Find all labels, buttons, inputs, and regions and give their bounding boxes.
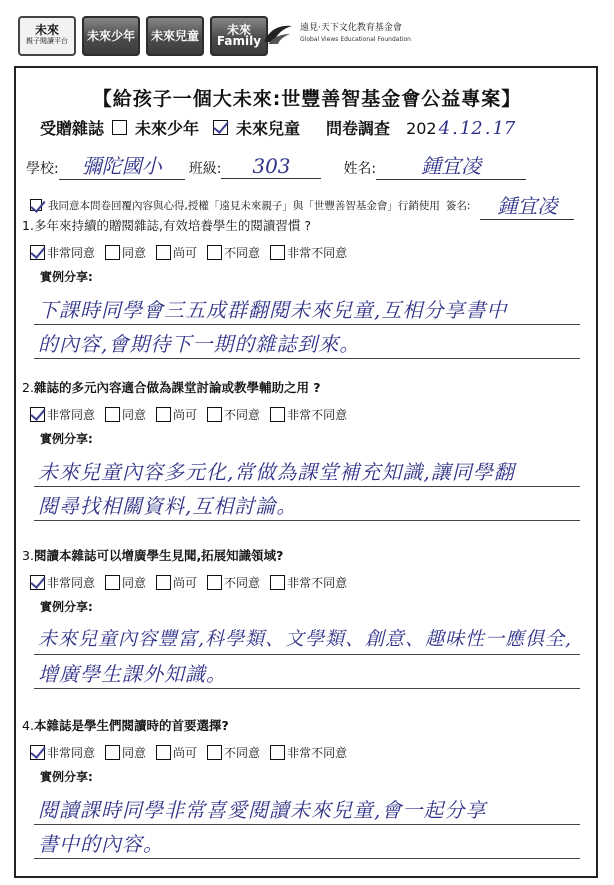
survey-date-sep2: . xyxy=(484,118,491,139)
option-label: 尚可 xyxy=(173,746,198,760)
answer-rule xyxy=(34,858,580,859)
option-checkbox[interactable] xyxy=(105,407,120,422)
signature-label: 簽名: xyxy=(445,199,471,212)
option-checkbox[interactable] xyxy=(207,407,222,422)
foundation-english: Global Views Educational Foundation xyxy=(300,36,411,43)
option-checkbox[interactable] xyxy=(30,745,45,760)
option-item[interactable] xyxy=(156,244,197,261)
answer-line: 未來兒童內容豐富,科學類、文學類、創意、趣味性一應俱全, xyxy=(38,628,573,650)
option-label: 非常不同意 xyxy=(287,746,348,760)
option-item[interactable] xyxy=(207,744,260,761)
survey-day: 17 xyxy=(492,118,516,139)
option-label: 不同意 xyxy=(224,408,261,422)
option-checkbox[interactable] xyxy=(270,745,285,760)
option-item[interactable] xyxy=(105,574,146,591)
option-item[interactable] xyxy=(270,244,347,261)
question-text: 閱讀本雜誌可以增廣學生見聞,拓展知識領域? xyxy=(33,548,284,563)
question-1 xyxy=(22,216,311,234)
option-checkbox[interactable] xyxy=(270,575,285,590)
option-item[interactable] xyxy=(30,406,95,423)
foundation-mark-icon xyxy=(262,20,294,48)
option-checkbox[interactable] xyxy=(105,245,120,260)
answer-rule xyxy=(34,324,580,325)
answer-line: 增廣學生課外知識。 xyxy=(38,662,227,686)
option-item[interactable] xyxy=(105,406,146,423)
question-text: 雜誌的多元內容適合做為課堂討論或教學輔助之用 ? xyxy=(33,380,321,395)
logo-weilai-text: 未來 xyxy=(34,23,59,37)
option-checkbox[interactable] xyxy=(270,245,285,260)
magazine-row xyxy=(40,116,515,139)
question-3 xyxy=(22,546,283,564)
survey-date-sep1: . xyxy=(452,118,458,139)
example-label: 實例分享: xyxy=(40,432,93,446)
option-label: 不同意 xyxy=(224,576,261,590)
answer-rule xyxy=(34,688,580,689)
foundation-name: 遠見·天下文化教育基金會 xyxy=(300,23,402,33)
answer-line: 的內容,會期待下一期的雜誌到來。 xyxy=(38,332,361,356)
option-item[interactable] xyxy=(156,406,197,423)
option-item[interactable] xyxy=(207,406,260,423)
logo-future-kids-text: 未來兒童 xyxy=(150,28,199,43)
example-label: 實例分享: xyxy=(40,770,93,784)
option-label: 非常同意 xyxy=(47,576,96,590)
logo-future-teen xyxy=(82,16,140,56)
option-item[interactable] xyxy=(30,574,95,591)
option-item[interactable] xyxy=(156,574,197,591)
consent-text: 我同意本問卷回覆內容與心得,授權「遠見未來親子」與「世豐善智基金會」行銷使用 xyxy=(48,199,440,212)
option-checkbox[interactable] xyxy=(207,575,222,590)
name-label: 姓名: xyxy=(343,161,377,177)
option-label: 非常不同意 xyxy=(287,408,348,422)
answer-line: 未來兒童內容多元化,常做為課堂補充知識,讓同學翻 xyxy=(38,460,515,484)
logo-future-teen-text: 未來少年 xyxy=(86,28,135,43)
option-item[interactable] xyxy=(156,744,197,761)
logo-weilai-sub: 親子閱讀平台 xyxy=(26,37,68,45)
consent-checkbox[interactable] xyxy=(30,199,42,211)
option-item[interactable] xyxy=(105,244,146,261)
option-checkbox[interactable] xyxy=(30,575,45,590)
answer-rule xyxy=(34,654,580,655)
option-item[interactable] xyxy=(30,744,95,761)
option-checkbox[interactable] xyxy=(207,245,222,260)
option-item[interactable] xyxy=(270,574,347,591)
question-text: 多年來持續的贈閱雜誌,有效培養學生的閱讀習慣 ? xyxy=(33,218,312,233)
answer-rule xyxy=(34,824,580,825)
answer-line: 書中的內容。 xyxy=(38,832,164,856)
info-row xyxy=(26,150,526,180)
option-row xyxy=(30,406,353,423)
page-title: 【給孩子一個大未來:世豐善智基金會公益專案】 xyxy=(92,88,522,110)
option-checkbox[interactable] xyxy=(156,575,171,590)
magazine-label: 受贈雜誌 xyxy=(40,119,105,138)
option-label: 不同意 xyxy=(224,246,261,260)
option-checkbox[interactable] xyxy=(30,245,45,260)
magazine-option-future-teen: 未來少年 xyxy=(135,119,200,138)
option-checkbox[interactable] xyxy=(105,575,120,590)
option-item[interactable] xyxy=(270,744,347,761)
option-checkbox[interactable] xyxy=(30,407,45,422)
survey-year-hand: 4 xyxy=(438,118,451,139)
option-label: 同意 xyxy=(122,576,147,590)
option-checkbox[interactable] xyxy=(156,407,171,422)
signature-field[interactable]: 鍾宜凌 xyxy=(480,190,574,220)
logo-future-family xyxy=(210,16,268,56)
logo-future-family-text: 未來Family xyxy=(216,23,262,48)
option-item[interactable] xyxy=(207,244,260,261)
question-2 xyxy=(22,378,321,396)
class-field[interactable]: 303 xyxy=(221,154,321,179)
option-label: 非常同意 xyxy=(47,746,96,760)
example-label: 實例分享: xyxy=(40,270,93,284)
option-checkbox[interactable] xyxy=(270,407,285,422)
option-item[interactable] xyxy=(207,574,260,591)
option-label: 非常同意 xyxy=(47,246,96,260)
survey-year-prefix: 202 xyxy=(406,119,437,138)
option-row xyxy=(30,574,353,591)
name-field[interactable]: 鍾宜凌 xyxy=(376,150,526,180)
question-text: 本雜誌是學生們閱讀時的首要選擇? xyxy=(33,718,229,733)
option-label: 尚可 xyxy=(173,408,198,422)
survey-month: 12 xyxy=(459,118,483,139)
class-label: 班級: xyxy=(188,161,222,177)
option-checkbox[interactable] xyxy=(105,745,120,760)
magazine-checkbox-future-teen[interactable] xyxy=(112,120,127,135)
foundation-logo xyxy=(262,20,411,48)
option-label: 同意 xyxy=(122,246,147,260)
option-label: 不同意 xyxy=(224,746,261,760)
survey-date xyxy=(326,116,515,139)
option-label: 尚可 xyxy=(173,246,198,260)
question-number: 2. xyxy=(22,380,34,395)
option-label: 同意 xyxy=(122,408,147,422)
option-row xyxy=(30,744,353,761)
option-label: 非常不同意 xyxy=(287,246,348,260)
magazine-option-future-kids: 未來兒童 xyxy=(236,119,301,138)
question-number: 1. xyxy=(22,218,34,233)
option-checkbox[interactable] xyxy=(156,245,171,260)
answer-line: 下課時同學會三五成群翻閱未來兒童,互相分享書中 xyxy=(38,298,508,322)
option-checkbox[interactable] xyxy=(207,745,222,760)
option-label: 非常同意 xyxy=(47,408,96,422)
option-label: 尚可 xyxy=(173,576,198,590)
option-label: 非常不同意 xyxy=(287,576,348,590)
option-row xyxy=(30,244,353,261)
option-item[interactable] xyxy=(30,244,95,261)
answer-rule xyxy=(34,358,580,359)
answer-line: 閱尋找相關資料,互相討論。 xyxy=(38,494,298,518)
option-item[interactable] xyxy=(270,406,347,423)
option-checkbox[interactable] xyxy=(156,745,171,760)
answer-rule xyxy=(34,486,580,487)
question-4 xyxy=(22,716,229,734)
option-item[interactable] xyxy=(105,744,146,761)
example-label: 實例分享: xyxy=(40,600,93,614)
logo-weilai xyxy=(18,16,76,56)
logo-strip xyxy=(18,16,268,60)
school-label: 學校: xyxy=(26,161,59,177)
magazine-checkbox-future-kids[interactable] xyxy=(213,120,228,135)
question-number: 3. xyxy=(22,548,34,563)
option-label: 同意 xyxy=(122,746,147,760)
survey-label: 問卷調查 xyxy=(326,119,391,138)
answer-rule xyxy=(34,520,580,521)
answer-line: 閱讀課時同學非常喜愛閱讀未來兒童,會一起分享 xyxy=(38,798,487,822)
logo-future-kids xyxy=(146,16,204,56)
school-field[interactable]: 彌陀國小 xyxy=(59,150,185,180)
question-number: 4. xyxy=(22,718,34,733)
